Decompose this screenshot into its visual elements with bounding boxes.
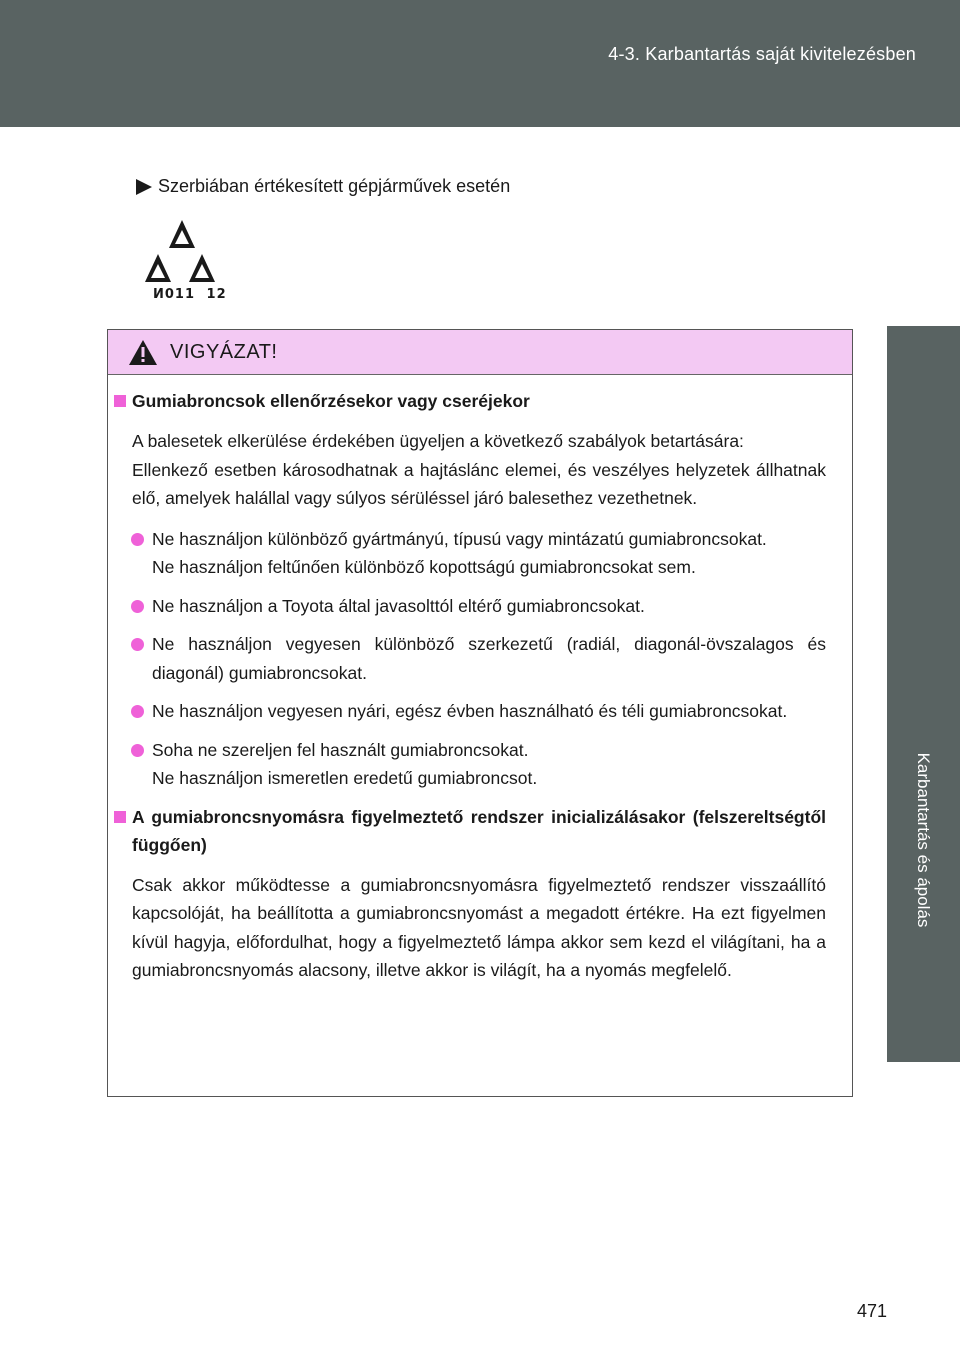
list-item-text: Ne használjon vegyesen különböző szerkezetű (radiál, diagonál-övszalagos és diagonál) gumiabroncsokat. (152, 634, 826, 683)
paragraph: Ellenkező esetben károsodhatnak a hajtáslánc elemei, és veszélyes helyzetek állhatnak elő, amelyek halállal vagy súlyos sérüléssel járó balesethez vezethetnek. (132, 459, 826, 508)
list-item-text: Ne használjon vegyesen nyári, egész évben használható és téli gumiabroncsokat. (152, 701, 788, 721)
paragraph: A balesetek elkerülése érdekében ügyeljen a következő szabályok betartására: (132, 431, 744, 451)
circle-bullet-icon (131, 705, 144, 718)
circle-bullet-icon (131, 600, 144, 613)
list-item-text: Ne használjon a Toyota által javasolttól eltérő gumiabroncsokat. (152, 595, 645, 616)
arrow-right-icon (136, 179, 152, 195)
square-bullet-icon (114, 395, 126, 407)
section-heading-text: Gumiabroncsok ellenőrzésekor vagy cseréjekor (132, 391, 530, 411)
chapter-number: 4 (919, 266, 928, 283)
chapter-label: Karbantartás és ápolás (914, 752, 933, 928)
circle-bullet-icon (131, 638, 144, 651)
circle-bullet-icon (131, 744, 144, 757)
section-heading (108, 803, 826, 859)
page-number: 471 (856, 1301, 887, 1321)
circle-bullet-icon (131, 533, 144, 546)
list-item (152, 697, 826, 726)
warning-content (108, 387, 852, 985)
warning-box (107, 329, 853, 1097)
tire-mark-code: И011 12 (153, 287, 227, 302)
list-item (152, 630, 826, 687)
list-item (152, 525, 826, 582)
list-item-text: Soha ne szereljen fel használt gumiabroncsokat. (152, 739, 529, 760)
chapter-tab (887, 326, 960, 1062)
section-heading-text: A gumiabroncsnyomásra figyelmeztető rendszer inicializálásakor (felszereltségtől függően) (132, 806, 826, 855)
warning-triangle-icon (128, 339, 158, 366)
section-heading (108, 387, 826, 415)
list-item-text: Ne használjon feltűnően különböző kopottságú gumiabroncsokat sem. (152, 557, 696, 577)
list-item (152, 592, 826, 621)
paragraph: Csak akkor működtesse a gumiabroncsnyomásra figyelmeztető rendszer visszaállító kapcsolóját, ha beállította a gumiabroncsnyomást a megadott értékre. Ha ezt figyelmen kívül hagyja, előfordulhat, hogy a figyelmeztető lámpa akkor sem kezd el világítani, ha a gumiabroncsnyomás alacsony, illetve akkor is világít, ha a nyomás megfelelő. (132, 874, 826, 980)
warning-title: VIGYÁZAT! (170, 340, 278, 363)
list-item (152, 736, 826, 793)
list-item-text: Ne használjon ismeretlen eredetű gumiabroncsot. (152, 768, 538, 788)
section-title: 4-3. Karbantartás saját kivitelezésben (608, 44, 916, 64)
warning-header (108, 330, 852, 375)
list-item-text: Ne használjon különböző gyártmányú, típusú vagy mintázatú gumiabroncsokat. (152, 528, 767, 549)
square-bullet-icon (114, 811, 126, 823)
intro-text: Szerbiában értékesített gépjárművek esetén (158, 176, 511, 196)
intro-line (136, 176, 510, 197)
